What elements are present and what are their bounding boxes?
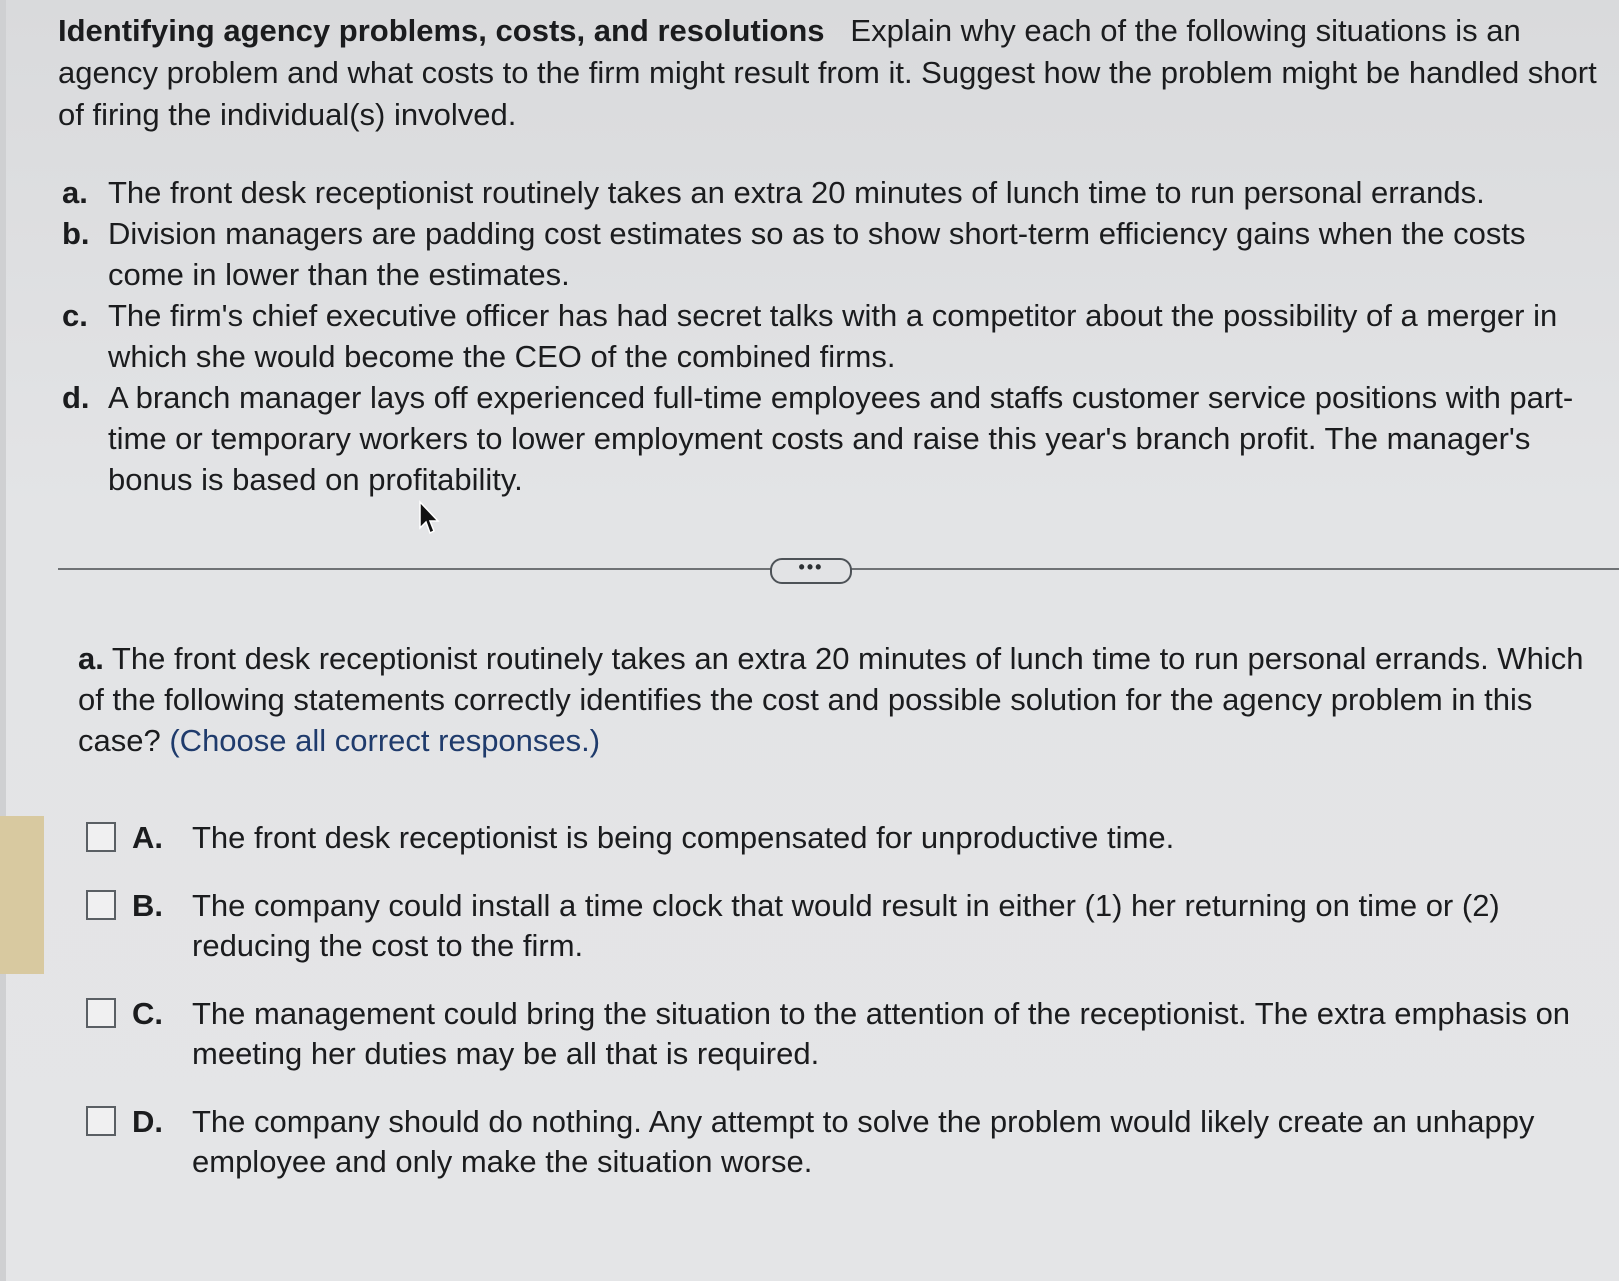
- question-instruction: (Choose all correct responses.): [169, 723, 601, 758]
- part-letter: d.: [62, 380, 90, 415]
- part-b: [62, 213, 1602, 295]
- option-letter: A.: [132, 820, 163, 855]
- option-text: The company should do nothing. Any attempt to solve the problem would likely create an unhappy employee and only make the situation worse.: [192, 1104, 1535, 1179]
- part-text: A branch manager lays off experienced full-time employees and staffs customer service positions with part-time or temporary workers to lower employment costs and raise this year's branch profit. The manager's bonus is based on profitability.: [108, 380, 1574, 497]
- option-a[interactable]: [86, 818, 1606, 858]
- mouse-cursor-icon: [418, 500, 442, 536]
- option-letter: C.: [132, 996, 163, 1031]
- part-letter: c.: [62, 298, 88, 333]
- option-text: The management could bring the situation to the attention of the receptionist. The extra emphasis on meeting her duties may be all that is required.: [192, 996, 1571, 1071]
- checkbox[interactable]: [86, 1106, 116, 1136]
- part-text: Division managers are padding cost estimates so as to show short-term efficiency gains when the costs come in lower than the estimates.: [108, 216, 1526, 292]
- checkbox[interactable]: [86, 890, 116, 920]
- option-b[interactable]: [86, 886, 1606, 966]
- part-c: [62, 295, 1602, 377]
- problem-prompt: Explain why each of the following situations is an agency problem and what costs to the firm might result from it. Suggest how the problem might be handled short of firing the individual(s) involved.: [58, 13, 1597, 132]
- part-letter: a.: [62, 175, 88, 210]
- expand-more-button[interactable]: •••: [770, 558, 852, 584]
- question: [78, 638, 1598, 761]
- part-text: The firm's chief executive officer has had secret talks with a competitor about the possibility of a merger in which she would become the CEO of the combined firms.: [108, 298, 1558, 374]
- question-text: The front desk receptionist routinely takes an extra 20 minutes of lunch time to run personal errands. Which of the following statements correctly identifies the cost and possible solution for the agency problem in this case?: [78, 641, 1584, 758]
- checkbox[interactable]: [86, 998, 116, 1028]
- question-letter: a.: [78, 641, 104, 676]
- option-letter: B.: [132, 888, 163, 923]
- part-a: [62, 172, 1602, 213]
- problem-parts: [62, 172, 1602, 500]
- left-edge: [0, 0, 6, 1281]
- part-text: The front desk receptionist routinely takes an extra 20 minutes of lunch time to run personal errands.: [108, 175, 1485, 210]
- option-text: The company could install a time clock that would result in either (1) her returning on time or (2) reducing the cost to the firm.: [192, 888, 1500, 963]
- option-d[interactable]: [86, 1102, 1606, 1182]
- problem-title: Identifying agency problems, costs, and resolutions: [58, 13, 825, 48]
- part-d: [62, 377, 1602, 500]
- answer-options: [86, 818, 1606, 1210]
- checkbox[interactable]: [86, 822, 116, 852]
- selection-highlight: [0, 816, 44, 974]
- part-letter: b.: [62, 216, 90, 251]
- option-text: The front desk receptionist is being compensated for unproductive time.: [192, 820, 1175, 855]
- option-c[interactable]: [86, 994, 1606, 1074]
- option-letter: D.: [132, 1104, 163, 1139]
- problem-statement: [58, 10, 1598, 136]
